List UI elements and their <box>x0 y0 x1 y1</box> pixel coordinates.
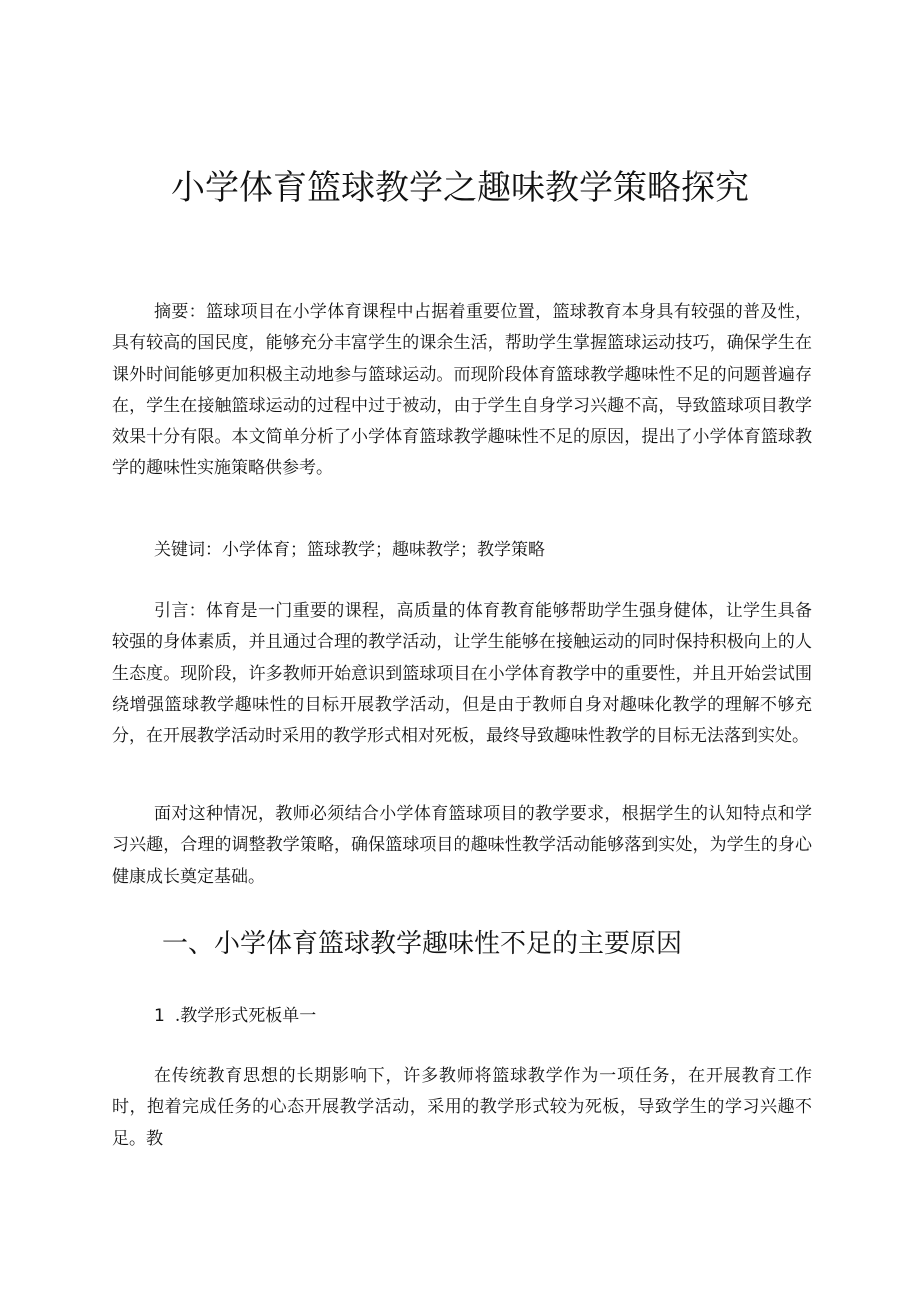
subsection-number: 1 <box>154 1006 165 1026</box>
document-title: 小学体育篮球教学之趣味教学策略探究 <box>171 168 749 208</box>
body-paragraph: 在传统教育思想的长期影响下，许多教师将篮球教学作为一项任务，在开展教育工作时，抱着完成任务的心态开展教学活动，采用的教学形式较为死板，导致学生的学习兴趣不足。教 <box>112 1066 812 1149</box>
keywords-paragraph: 关键词：小学体育；篮球教学；趣味教学；教学策略 <box>154 540 545 560</box>
section-heading: 一、小学体育篮球教学趣味性不足的主要原因 <box>162 929 683 959</box>
subsection-heading <box>154 1002 316 1030</box>
subsection-title: .教学形式死板单一 <box>174 1006 317 1026</box>
context-paragraph: 面对这种情况，教师必须结合小学体育篮球项目的教学要求，根据学生的认知特点和学习兴趣，合理的调整教学策略，确保篮球项目的趣味性教学活动能够落到实处，为学生的身心健康成长奠定基础。 <box>112 804 812 887</box>
abstract-paragraph: 摘要：篮球项目在小学体育课程中占据着重要位置，篮球教育本身具有较强的普及性，具有较高的国民度，能够充分丰富学生的课余生活，帮助学生掌握篮球运动技巧，确保学生在课外时间能够更加积极主动地参与篮球运动。而现阶段体育篮球教学趣味性不足的问题普遍存在，学生在接触篮球运动的过程中过于被动，由于学生自身学习兴趣不高，导致篮球项目教学效果十分有限。本文简单分析了小学体育篮球教学趣味性不足的原因，提出了小学体育篮球教学的趣味性实施策略供参考。 <box>112 302 812 479</box>
introduction-paragraph: 引言：体育是一门重要的课程，高质量的体育教育能够帮助学生强身健体，让学生具备较强的身体素质，并且通过合理的教学活动，让学生能够在接触运动的同时保持积极向上的人生态度。现阶段，许多教师开始意识到篮球项目在小学体育教学中的重要性，并且开始尝试围绕增强篮球教学趣味性的目标开展教学活动，但是由于教师自身对趣味化教学的理解不够充分，在开展教学活动时采用的教学形式相对死板，最终导致趣味性教学的目标无法落到实处。 <box>112 601 812 747</box>
